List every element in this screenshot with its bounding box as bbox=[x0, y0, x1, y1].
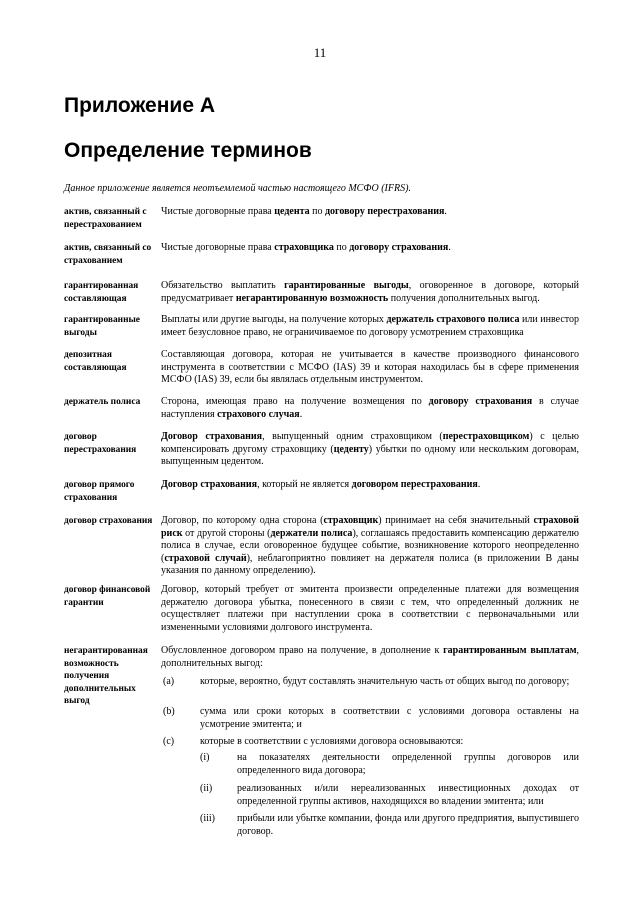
defined-term-ref: перестраховщиком bbox=[442, 431, 530, 442]
definition-text: . bbox=[448, 242, 451, 253]
definition-text: получения дополнительных выгод. bbox=[388, 292, 540, 304]
defined-term-ref: негарантированную возможность bbox=[235, 292, 389, 304]
term: гарантированные выгоды bbox=[64, 315, 140, 338]
sublist-item: прибыли или убытке компании, фонда или другого предприятия, выпустившего договор. bbox=[237, 813, 579, 837]
definition-text: . bbox=[444, 206, 447, 217]
definition-text: , выпущенный одним страховщиком ( bbox=[262, 431, 443, 442]
definition-text: ), неблагоприятно повлияет на держателя полиса (в приложении В даны указания по данному определению). bbox=[161, 552, 579, 577]
sublist-label: (i) bbox=[200, 752, 210, 763]
term: депозитная составляющая bbox=[64, 350, 127, 373]
sublist-item: реализованных и/или нереализованных инвестиционных доходах от определенной группы активов, находящихся во владении эмитента; или bbox=[237, 783, 579, 807]
list-label: (c) bbox=[163, 736, 175, 747]
definition-text: ) с целью компенсировать другому страховщику ( bbox=[161, 431, 579, 455]
definition bbox=[161, 515, 579, 578]
defined-term-ref: договору страхования bbox=[428, 396, 533, 407]
term: гарантированная составляющая bbox=[64, 281, 139, 304]
defined-term-ref: страховщик bbox=[323, 515, 379, 526]
defined-term-ref: Договор страхования bbox=[161, 479, 258, 490]
defined-term-ref: держатели полиса bbox=[270, 527, 353, 539]
defined-term-ref: страховщика bbox=[274, 242, 334, 253]
definitions-heading: Определение терминов bbox=[64, 139, 312, 162]
defined-term-ref: договору перестрахования bbox=[324, 206, 445, 217]
definition-text: Сторона, имеющая право на получение возмещения по bbox=[161, 396, 429, 407]
defined-term-ref: страхового случая bbox=[217, 408, 300, 420]
term: договор финансовой гарантии bbox=[64, 585, 151, 608]
definition-text: ) убытки по одному или нескольким договорам, выпущенным цедентом. bbox=[161, 443, 579, 468]
definition bbox=[161, 431, 579, 469]
definition-text: от другой стороны ( bbox=[182, 527, 271, 539]
definition-text: Договор, который требует от эмитента произвести определенные платежи для возмещения держателю договора убытка, понесенного в связи с тем, что определенный должник не осуществляет платежи при наступлении срока в соответствии с первоначальными или измененными условиями долгового инструмента. bbox=[161, 584, 579, 633]
list-label: (b) bbox=[163, 706, 175, 717]
definition-text: по bbox=[333, 242, 350, 253]
definition-text: , дополнительных выгод: bbox=[161, 645, 580, 669]
sublist-label: (ii) bbox=[200, 783, 213, 794]
term: актив, связанный с перестрахованием bbox=[64, 207, 147, 230]
defined-term-ref: страховой случай bbox=[164, 552, 247, 564]
definition bbox=[161, 396, 579, 421]
definition-text: Составляющая договора, которая не учитывается в качестве производного финансового инструмента в соответствии с МСФО (IAS) 39 и которая находилась бы в сфере применения МСФО (IAS) 39, если бы являлась отдельным инструментом. bbox=[161, 349, 579, 386]
definition-text: . bbox=[299, 408, 303, 420]
term: негарантированная возможность получения дополнительных выгод bbox=[64, 646, 148, 707]
definition-text: , оговоренное в договоре, который предусматривает bbox=[161, 280, 579, 304]
definition-text: Договор, по которому одна сторона ( bbox=[161, 515, 324, 526]
term: договор прямого страхования bbox=[64, 480, 135, 503]
term: держатель полиса bbox=[64, 397, 141, 407]
definition-text: Обязательство выплатить bbox=[161, 280, 285, 291]
term: актив, связанный со страхованием bbox=[64, 243, 152, 266]
definition-text: или инвестор имеет безусловное право, не ограничиваемое по договору усмотрением страховщика bbox=[161, 314, 580, 338]
definition bbox=[161, 280, 579, 305]
definition bbox=[161, 645, 579, 670]
definition-text: , который не является bbox=[257, 479, 352, 490]
defined-term-ref: гарантированным выплатам bbox=[443, 645, 577, 656]
list-item: которые в соответствии с условиями договора основываются: bbox=[200, 736, 464, 747]
term: договор перестрахования bbox=[64, 432, 137, 455]
defined-term-ref: договору страхования bbox=[349, 242, 449, 253]
definition bbox=[161, 584, 579, 634]
defined-term-ref: договором перестрахования bbox=[351, 479, 478, 490]
list-item: сумма или сроки которых в соответствии с условиями договора оставлены на усмотрение эмитента; и bbox=[200, 706, 579, 730]
sublist-label: (iii) bbox=[200, 813, 215, 824]
definition bbox=[161, 479, 579, 492]
appendix-heading: Приложение А bbox=[64, 94, 216, 117]
term: договор страхования bbox=[64, 516, 153, 526]
defined-term-ref: гарантированные выгоды bbox=[284, 280, 409, 291]
definition bbox=[161, 314, 579, 339]
defined-term-ref: цедента bbox=[274, 206, 310, 217]
defined-term-ref: Договор страхования bbox=[161, 431, 263, 442]
definition-text: Обусловленное договором право на получение, в дополнение к bbox=[161, 645, 444, 656]
definition-text: Выплаты или другие выгоды, на получение которых bbox=[161, 314, 387, 325]
defined-term-ref: держатель страхового полиса bbox=[386, 314, 520, 325]
page-number: 11 bbox=[313, 45, 327, 60]
definition-text: в случае наступления bbox=[161, 396, 580, 420]
definition bbox=[161, 349, 579, 387]
definition-text: Чистые договорные права bbox=[161, 206, 275, 217]
sublist-item: на показателях деятельности определенной группы договоров или определенного вида договора; bbox=[237, 752, 579, 776]
defined-term-ref: страховой риск bbox=[161, 515, 579, 539]
defined-term-ref: цеденту bbox=[333, 443, 369, 455]
definition-text: по bbox=[309, 206, 325, 217]
definition bbox=[161, 242, 579, 255]
list-label: (a) bbox=[163, 676, 175, 687]
definition-text: Чистые договорные права bbox=[161, 242, 275, 253]
list-item: которые, вероятно, будут составлять значительную часть от общих выгод по договору; bbox=[200, 676, 570, 687]
definition-text: . bbox=[477, 479, 481, 490]
intro-text: Данное приложение является неотъемлемой частью настоящего МСФО (IFRS). bbox=[64, 183, 411, 194]
definition-text: ), соглашаясь предоставить компенсацию держателю полиса в случае, если оговоренное будущее событие, возникновение которого неопределенно ( bbox=[161, 527, 579, 564]
definition bbox=[161, 206, 579, 219]
definition-text: ) принимает на себя значительный bbox=[378, 515, 534, 526]
